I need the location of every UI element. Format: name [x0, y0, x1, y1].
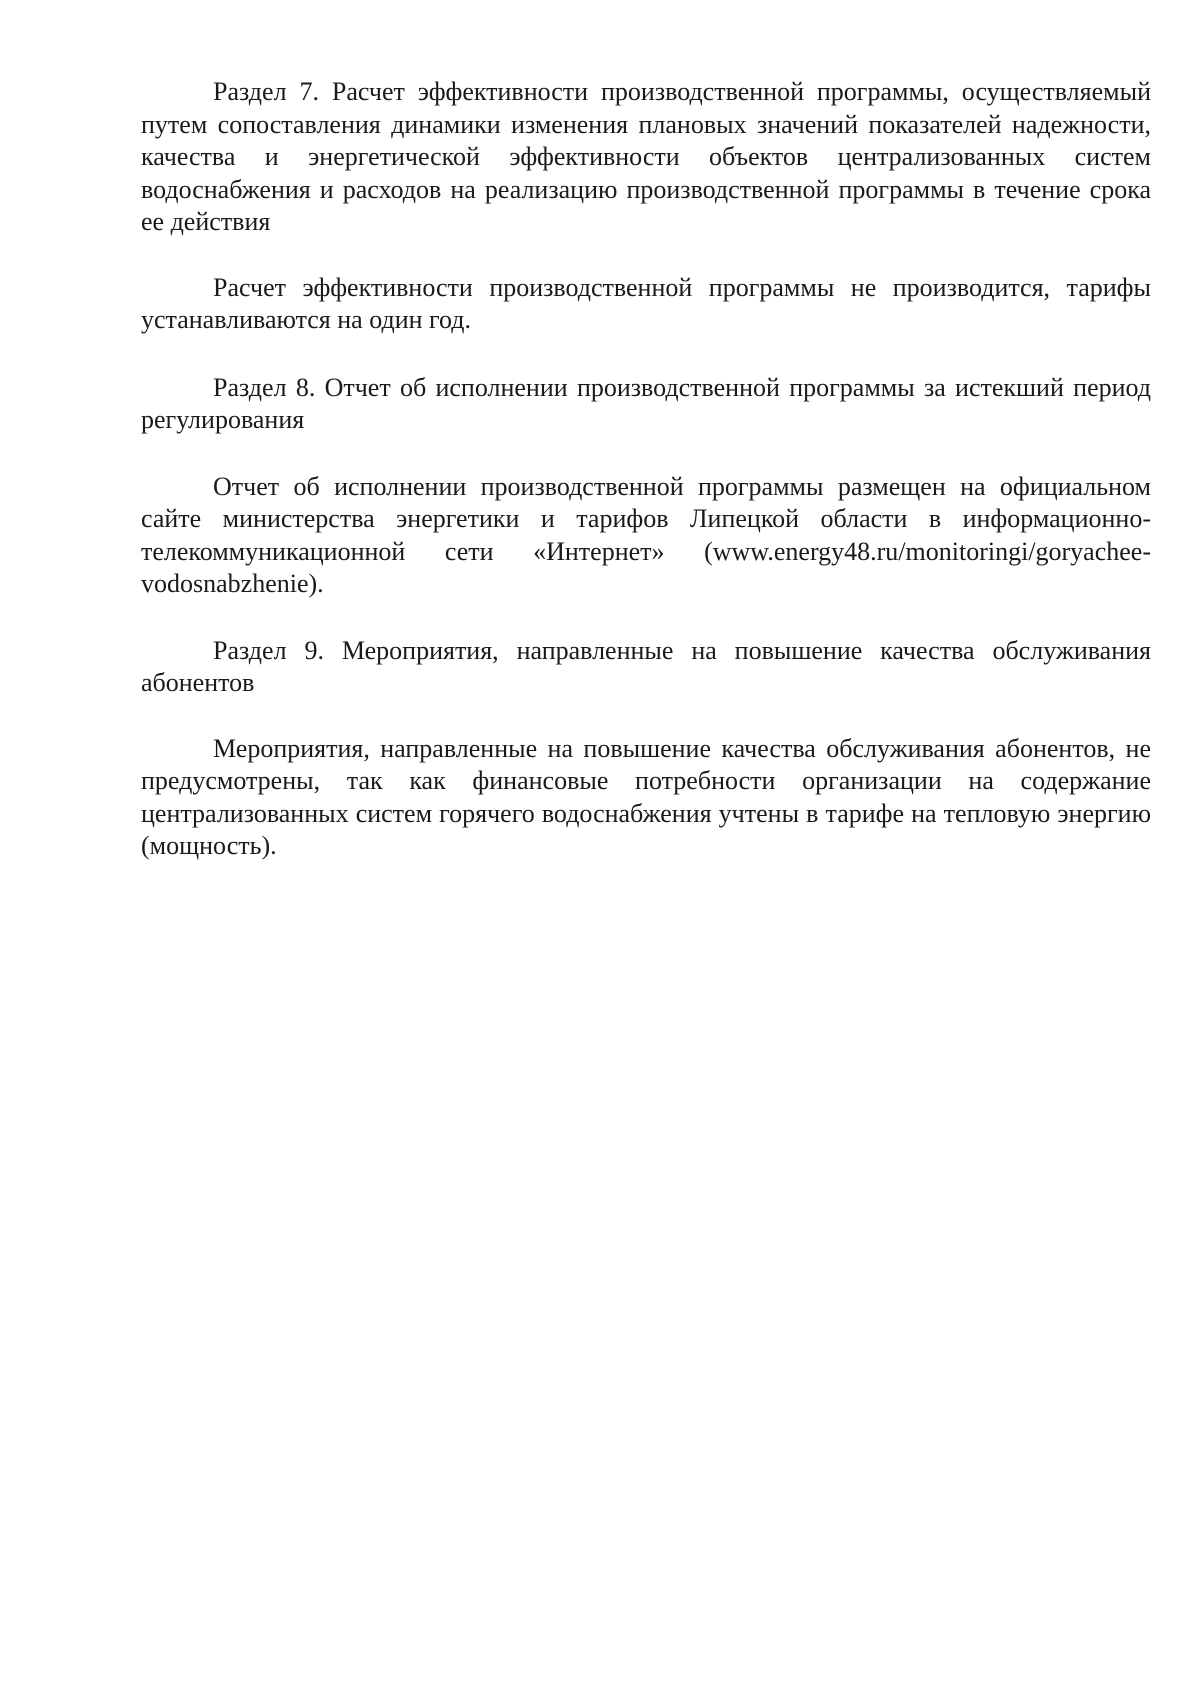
section-8-body: Отчет об исполнении производственной программы размещен на официальном сайте министерства энергетики и тарифов Липецкой области в информационно-телекоммуникационной сети «Интернет» (www.energy48.ru/monitoringi/goryachee-vodosnabzhenie).	[141, 471, 1151, 598]
section-9-heading: Раздел 9. Мероприятия, направленные на повышение качества обслуживания абонентов	[141, 635, 1151, 697]
section-7-heading: Раздел 7. Расчет эффективности производственной программы, осуществляемый путем сопоставления динамики изменения плановых значений показателей надежности, качества и энергетической эффективности объектов централизованных систем водоснабжения и расходов на реализацию производственной программы в течение срока ее действия	[141, 77, 1151, 236]
section-9-body: Мероприятия, направленные на повышение качества обслуживания абонентов, не предусмотрены, так как финансовые потребности организации на содержание централизованных систем горячего водоснабжения учтены в тарифе на тепловую энергию (мощность).	[141, 733, 1151, 860]
section-8-heading: Раздел 8. Отчет об исполнении производственной программы за истекший период регулирования	[141, 372, 1151, 434]
section-7-body: Расчет эффективности производственной программы не производится, тарифы устанавливаются на один год.	[141, 272, 1151, 334]
document-body	[141, 76, 1151, 863]
